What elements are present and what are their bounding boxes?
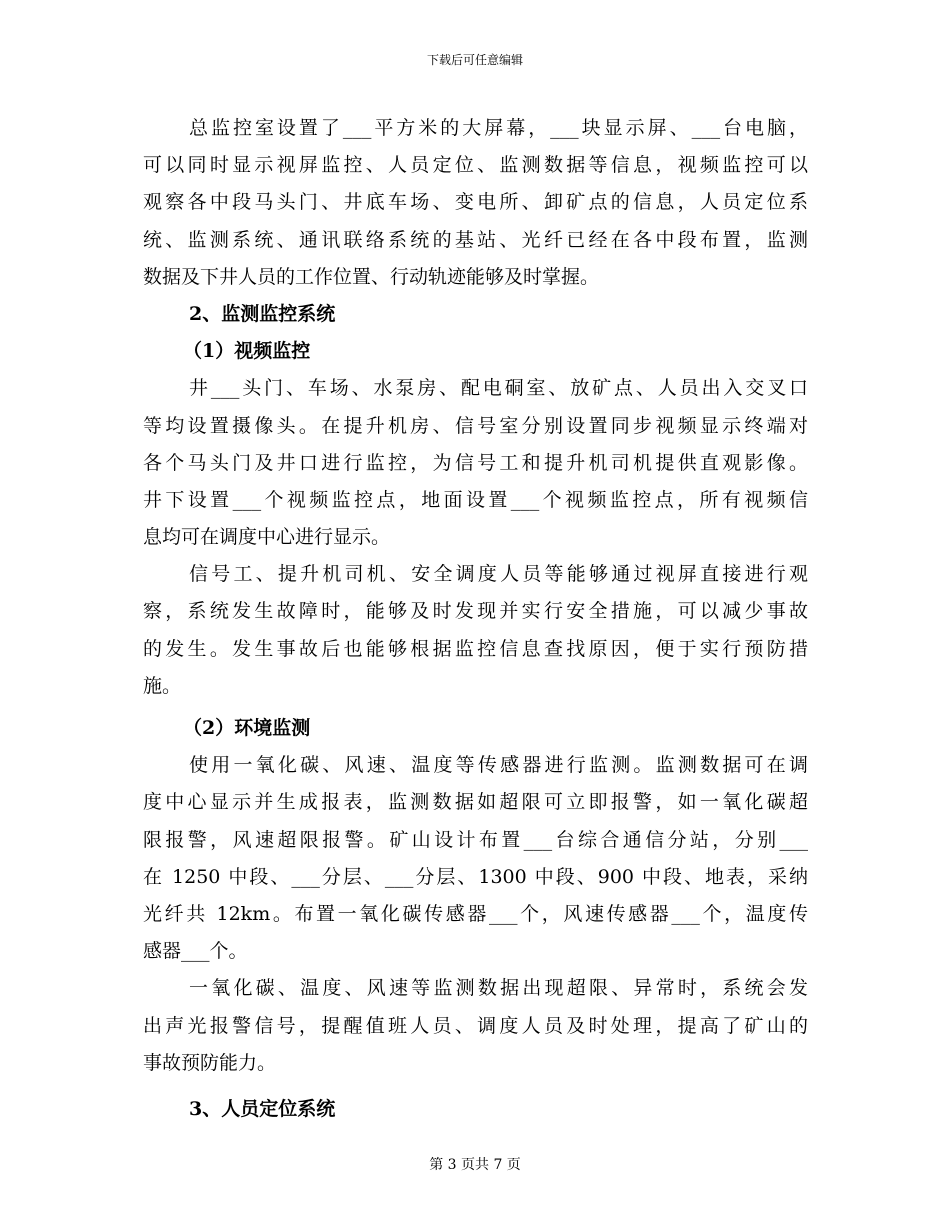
text-line: 事故预防能力。 bbox=[143, 1051, 277, 1074]
section-heading-positioning: 3、人员定位系统 bbox=[189, 1097, 336, 1120]
text-line: 井___头门、车场、水泵房、配电硐室、放矿点、人员出入交叉口 bbox=[189, 377, 808, 400]
text-line: 信号工、提升机司机、安全调度人员等能够通过视屏直接进行观 bbox=[189, 563, 808, 586]
text-line: 统、监测系统、通讯联络系统的基站、光纤已经在各中段布置，监测 bbox=[143, 228, 808, 251]
paragraph-cameras bbox=[143, 370, 808, 556]
text-line: 察，系统发生故障时，能够及时发现并实行安全措施，可以减少事故 bbox=[143, 600, 808, 623]
subsection-heading-video: （1）视频监控 bbox=[183, 340, 311, 363]
text-line: 总监控室设置了___平方米的大屏幕，___块显示屏、___台电脑， bbox=[189, 117, 808, 139]
text-line: 在 1250 中段、___分层、___分层、1300 中段、900 中段、地表，采纳 bbox=[143, 865, 808, 888]
subsection-heading-environment: （2）环境监测 bbox=[183, 717, 311, 739]
text-line: 等均设置摄像头。在提升机房、信号室分别设置同步视频显示终端对 bbox=[143, 414, 808, 437]
paragraph-alarm bbox=[143, 970, 808, 1082]
text-line: 度中心显示并生成报表，监测数据如超限可立即报警，如一氧化碳超 bbox=[143, 791, 808, 814]
text-line: 施。 bbox=[143, 674, 182, 697]
text-line: 各个马头门及井口进行监控，为信号工和提升机司机提供直观影像。 bbox=[143, 451, 808, 474]
text-line: 的发生。发生事故后也能够根据监控信息查找原因，便于实行预防措 bbox=[143, 637, 808, 660]
text-line: 使用一氧化碳、风速、温度等传感器进行监测。监测数据可在调 bbox=[189, 754, 808, 777]
section-heading-monitoring: 2、监测监控系统 bbox=[189, 302, 336, 325]
text-line: 数据及下井人员的工作位置、行动轨迹能够及时掌握。 bbox=[143, 265, 600, 288]
text-line: 井下设置___个视频监控点，地面设置___个视频监控点，所有视频信 bbox=[143, 488, 808, 511]
text-line: 一氧化碳、温度、风速等监测数据出现超限、异常时，系统会发 bbox=[189, 977, 808, 1000]
paragraph-observation bbox=[143, 556, 808, 705]
text-line: 可以同时显示视屏监控、人员定位、监测数据等信息，视频监控可以 bbox=[143, 154, 808, 177]
text-line: 感器___个。 bbox=[143, 940, 248, 963]
text-line: 观察各中段马头门、井底车场、变电所、卸矿点的信息，人员定位系 bbox=[143, 191, 808, 214]
text-line: 息均可在调度中心进行显示。 bbox=[143, 526, 391, 549]
text-line: 出声光报警信号，提醒值班人员、调度人员及时处理，提高了矿山的 bbox=[143, 1014, 808, 1037]
text-line: 光纤共 12km。布置一氧化碳传感器___个，风速传感器___个，温度传 bbox=[143, 902, 808, 925]
paragraph-sensors bbox=[143, 747, 808, 970]
text-line: 限报警，风速超限报警。矿山设计布置___台综合通信分站，分别___ bbox=[143, 828, 808, 851]
page-header: 下载后可任意编辑 bbox=[426, 53, 523, 67]
page-number: 第 3 页共 7 页 bbox=[429, 1157, 521, 1173]
paragraph-monitor-room bbox=[143, 110, 808, 296]
document-body bbox=[143, 110, 808, 1128]
